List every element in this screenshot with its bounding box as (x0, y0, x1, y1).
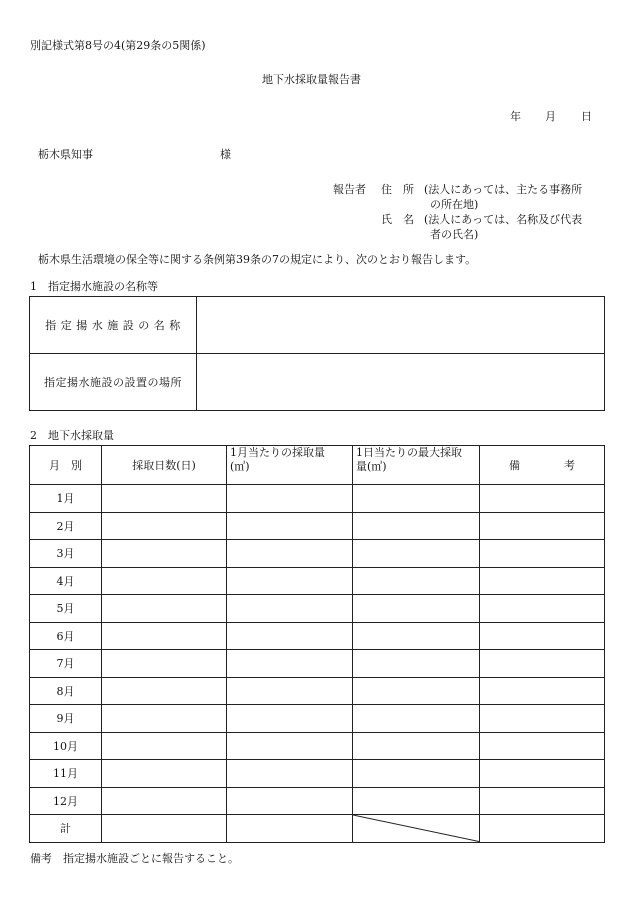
date-month: 月 (545, 110, 556, 123)
month-label: 5月 (30, 595, 102, 623)
table-row (30, 595, 605, 623)
days-field[interactable] (102, 787, 227, 815)
month-label: 12月 (30, 787, 102, 815)
intro-text: 栃木県生活環境の保全等に関する条例第39条の7の規定により、次のとおり報告します。 (38, 253, 477, 266)
daily-max-field[interactable] (353, 540, 480, 568)
table-row (30, 732, 605, 760)
facility-table (29, 296, 605, 411)
daily-max-field[interactable] (353, 595, 480, 623)
table-row (30, 567, 605, 595)
days-field[interactable] (102, 650, 227, 678)
total-row (30, 815, 605, 843)
monthly-field[interactable] (227, 512, 353, 540)
month-rows (30, 485, 605, 815)
remarks-field[interactable] (480, 787, 605, 815)
daily-max-field[interactable] (353, 622, 480, 650)
remarks-field[interactable] (480, 512, 605, 540)
days-field[interactable] (102, 595, 227, 623)
address-note-cont: の所在地) (430, 198, 479, 211)
name-note-cont: 者の氏名) (430, 228, 479, 241)
month-label: 7月 (30, 650, 102, 678)
daily-max-field[interactable] (353, 760, 480, 788)
monthly-field[interactable] (227, 595, 353, 623)
monthly-field[interactable] (227, 650, 353, 678)
section1-heading: 1 指定揚水施設の名称等 (30, 280, 158, 293)
monthly-field[interactable] (227, 677, 353, 705)
form-id: 別記様式第8号の4(第29条の5関係) (30, 39, 206, 52)
month-label: 4月 (30, 567, 102, 595)
days-field[interactable] (102, 540, 227, 568)
days-field[interactable] (102, 705, 227, 733)
daily-max-field[interactable] (353, 787, 480, 815)
month-label: 11月 (30, 760, 102, 788)
remarks-field[interactable] (480, 705, 605, 733)
total-remarks-field[interactable] (480, 815, 605, 843)
month-label: 1月 (30, 485, 102, 513)
header-daily-max (353, 446, 480, 485)
monthly-field[interactable] (227, 567, 353, 595)
remarks-field[interactable] (480, 595, 605, 623)
table-row (30, 540, 605, 568)
remarks-field[interactable] (480, 760, 605, 788)
footnote: 備考 指定揚水施設ごとに報告すること。 (30, 852, 239, 865)
month-label: 6月 (30, 622, 102, 650)
remarks-field[interactable] (480, 677, 605, 705)
table-row (30, 787, 605, 815)
addressee-honorific: 様 (220, 148, 231, 161)
table-row (30, 705, 605, 733)
header-daily-max-unit: 量(㎥) (356, 460, 387, 473)
monthly-field[interactable] (227, 485, 353, 513)
table-row (30, 650, 605, 678)
remarks-field[interactable] (480, 485, 605, 513)
diagonal-line (353, 815, 479, 842)
table-row (30, 512, 605, 540)
total-monthly-field[interactable] (227, 815, 353, 843)
facility-name-field[interactable] (197, 297, 605, 354)
total-label: 計 (30, 815, 102, 843)
name-label: 氏 名 (381, 213, 414, 226)
section2-heading: 2 地下水採取量 (30, 429, 114, 442)
daily-max-field[interactable] (353, 485, 480, 513)
header-monthly-unit: (㎥) (230, 460, 250, 473)
days-field[interactable] (102, 760, 227, 788)
facility-location-label: 指定揚水施設の設置の場所 (30, 354, 197, 411)
days-field[interactable] (102, 677, 227, 705)
daily-max-field[interactable] (353, 650, 480, 678)
address-label: 住 所 (381, 183, 414, 196)
month-label: 8月 (30, 677, 102, 705)
days-field[interactable] (102, 622, 227, 650)
remarks-field[interactable] (480, 732, 605, 760)
date-day: 日 (581, 110, 592, 123)
remarks-field[interactable] (480, 540, 605, 568)
table-row (30, 622, 605, 650)
daily-max-field[interactable] (353, 567, 480, 595)
address-note: (法人にあっては、主たる事務所 (424, 183, 583, 196)
days-field[interactable] (102, 732, 227, 760)
table-row (30, 760, 605, 788)
header-monthly-text: 1月当たりの採取量 (230, 446, 325, 459)
total-days-field[interactable] (102, 815, 227, 843)
monthly-field[interactable] (227, 760, 353, 788)
monthly-field[interactable] (227, 705, 353, 733)
reporter-label: 報告者 (333, 183, 366, 196)
header-daily-max-text: 1日当たりの最大採取 (356, 446, 462, 459)
month-label: 2月 (30, 512, 102, 540)
header-remarks: 備 考 (480, 446, 605, 485)
monthly-field[interactable] (227, 732, 353, 760)
days-field[interactable] (102, 485, 227, 513)
addressee-name: 栃木県知事 (38, 148, 93, 161)
monthly-field[interactable] (227, 787, 353, 815)
facility-location-row (30, 354, 605, 411)
table-row (30, 677, 605, 705)
total-daily-max-crossed (353, 815, 480, 843)
facility-name-row (30, 297, 605, 354)
date-year: 年 (510, 110, 521, 123)
days-field[interactable] (102, 512, 227, 540)
remarks-field[interactable] (480, 650, 605, 678)
name-note: (法人にあっては、名称及び代表 (424, 213, 583, 226)
daily-max-field[interactable] (353, 512, 480, 540)
facility-location-field[interactable] (197, 354, 605, 411)
month-label: 9月 (30, 705, 102, 733)
table-header-row (30, 446, 605, 485)
remarks-field[interactable] (480, 622, 605, 650)
page-title: 地下水採取量報告書 (262, 73, 361, 86)
month-label: 3月 (30, 540, 102, 568)
daily-max-field[interactable] (353, 677, 480, 705)
remarks-field[interactable] (480, 567, 605, 595)
facility-name-label: 指 定 揚 水 施 設 の 名 称 (30, 297, 197, 354)
extraction-table (29, 445, 605, 843)
header-days: 採取日数(日) (102, 446, 227, 485)
monthly-field[interactable] (227, 540, 353, 568)
daily-max-field[interactable] (353, 705, 480, 733)
monthly-field[interactable] (227, 622, 353, 650)
header-month: 月 別 (30, 446, 102, 485)
month-label: 10月 (30, 732, 102, 760)
days-field[interactable] (102, 567, 227, 595)
daily-max-field[interactable] (353, 732, 480, 760)
header-monthly (227, 446, 353, 485)
table-row (30, 485, 605, 513)
